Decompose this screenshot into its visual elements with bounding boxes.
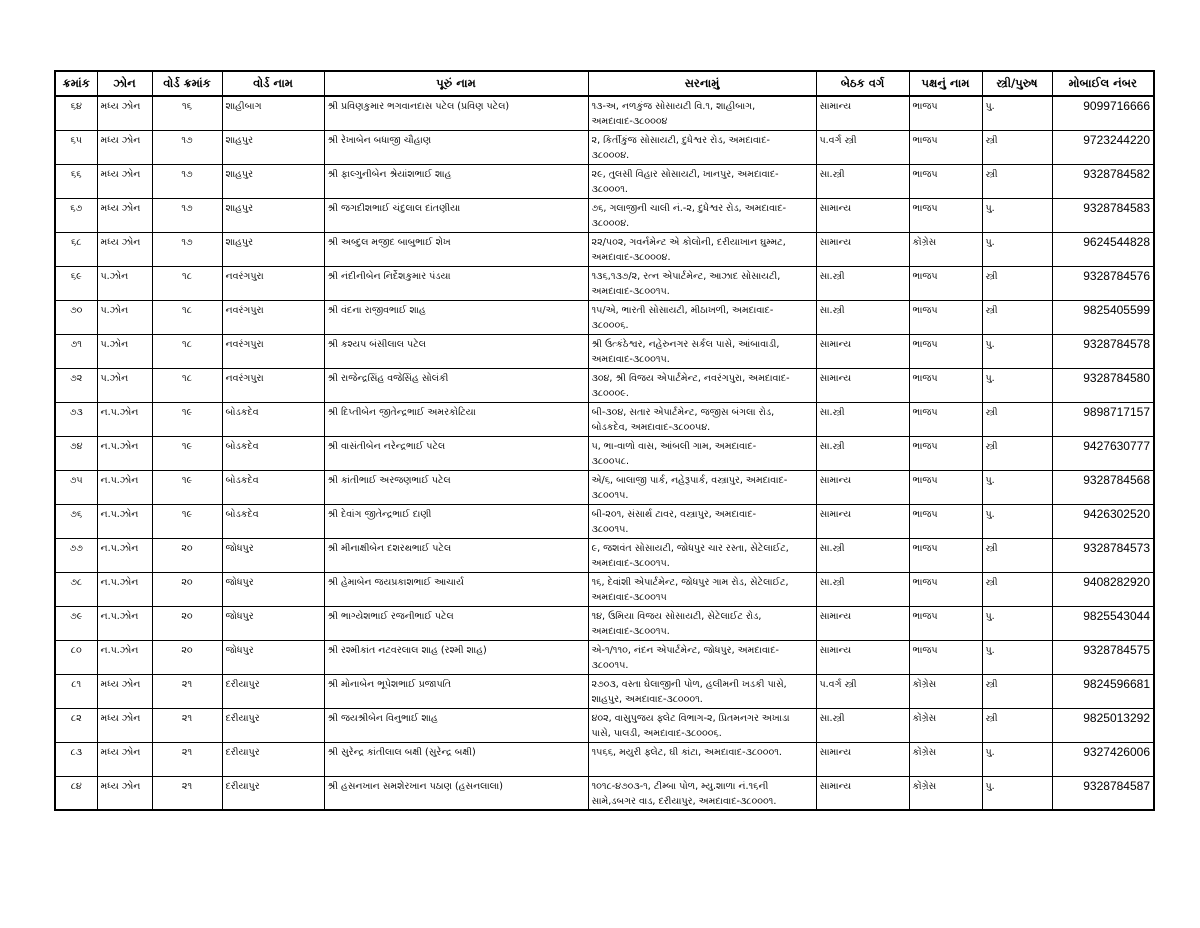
header-full-name: પૂરું નામ [324,71,588,96]
address-line-1: ૩૦૪, શ્રી વિજય એપાર્ટમેન્ટ, નવરંગપુરા, અમદાવાદ- [591,372,790,384]
cell-seat-class: સામાન્ય [816,606,909,640]
table-row [55,572,1154,606]
cell-full-name: શ્રી જગદીશભાઈ ચંદુલાલ દાંતણીયા [324,198,588,232]
cell-serial: ૭૦ [55,300,97,334]
address-line-2: અમદાવાદ-૩૮૦૦૧૫ [591,591,667,603]
table-row [55,402,1154,436]
cell-ward-no: ૨૦ [152,640,222,674]
cell-gender: પુ. [982,96,1052,130]
cell-mobile: 9328784582 [1052,164,1154,198]
table-row [55,96,1154,130]
cell-gender: સ્ત્રી [982,538,1052,572]
cell-party: કોંગ્રેસ [909,674,982,708]
table-header-row [55,71,1154,96]
cell-ward-name: બોડકદેવ [222,504,324,538]
cell-gender: પુ. [982,334,1052,368]
cell-seat-class: પ.વર્ગ સ્ત્રી [816,130,909,164]
address-line-2: ૩૮૦૦૦૪. [591,217,630,229]
cell-zone: મધ્ય ઝોન [97,742,152,776]
cell-gender: પુ. [982,504,1052,538]
cell-address [588,776,816,810]
cell-ward-no: ૧૯ [152,402,222,436]
cell-party: ભાજપ [909,470,982,504]
cell-zone: મધ્ય ઝોન [97,674,152,708]
cell-ward-no: ૨૧ [152,708,222,742]
cell-mobile: 9328784583 [1052,198,1154,232]
cell-ward-name: દરીયાપુર [222,776,324,810]
cell-full-name: શ્રી નંદીનીબેન નિર્દેશકુમાર પંડયા [324,266,588,300]
table-row [55,436,1154,470]
address-line-2: અમદાવાદ-૩૮૦૦૧૫. [591,285,670,297]
cell-seat-class: સામાન્ય [816,640,909,674]
cell-zone: પ.ઝોન [97,300,152,334]
cell-seat-class: સામાન્ય [816,368,909,402]
cell-party: કોંગ્રેસ [909,232,982,266]
cell-serial: ૭૭ [55,538,97,572]
cell-mobile: 9624544828 [1052,232,1154,266]
cell-mobile: 9327426006 [1052,742,1154,776]
address-line-1: ૨૭૦૩, વસ્તા ઘેલાજીની પોળ, હલીમની ખડકી પાસે, [591,678,787,690]
cell-full-name: શ્રી જયશ્રીબેન વિનુભાઈ શાહ [324,708,588,742]
cell-ward-no: ૧૯ [152,470,222,504]
table-row [55,130,1154,164]
address-line-2: અમદાવાદ-૩૮૦૦૦૪. [591,251,671,263]
cell-full-name: શ્રી પ્રવિણકુમાર ભગવાનદાસ પટેલ (પ્રવિણ પટેલ) [324,96,588,130]
cell-party: ભાજપ [909,334,982,368]
cell-party: ભાજપ [909,436,982,470]
cell-mobile: 9825013292 [1052,708,1154,742]
address-line-1: ૧૫૬૬, મયુરી ફ્લેટ, ઘી કાંટા, અમદાવાદ-૩૮૦૦૦૧. [591,746,782,758]
cell-address [588,504,816,538]
cell-gender: સ્ત્રી [982,300,1052,334]
cell-mobile: 9328784576 [1052,266,1154,300]
cell-ward-name: નવરંગપુરા [222,368,324,402]
cell-zone: ન.પ.ઝોન [97,504,152,538]
cell-party: ભાજપ [909,368,982,402]
cell-ward-no: ૧૯ [152,504,222,538]
cell-serial: ૬૮ [55,232,97,266]
cell-party: ભાજપ [909,164,982,198]
cell-party: ભાજપ [909,198,982,232]
table-row [55,198,1154,232]
cell-party: ભાજપ [909,504,982,538]
cell-full-name: શ્રી વંદના રાજીવભાઈ શાહ [324,300,588,334]
cell-mobile: 9328784580 [1052,368,1154,402]
cell-full-name: શ્રી મીનાક્ષીબેન દશરથભાઈ પટેલ [324,538,588,572]
address-line-2: અમદાવાદ-૩૮૦૦૧૫. [591,353,670,365]
cell-serial: ૬૪ [55,96,97,130]
cell-full-name: શ્રી રશ્મીકાંત નટવરલાલ શાહ (રશ્મી શાહ) [324,640,588,674]
cell-zone: ન.પ.ઝોન [97,470,152,504]
cell-full-name: શ્રી રાજેન્દ્રસિંહ વજેસિંહ સોલંકી [324,368,588,402]
table-row [55,674,1154,708]
cell-ward-no: ૨૧ [152,776,222,810]
cell-address [588,130,816,164]
cell-full-name: શ્રી વાસંતીબેન નરેન્દ્રભાઈ પટેલ [324,436,588,470]
cell-ward-name: દરીયાપુર [222,674,324,708]
cell-mobile: 9099716666 [1052,96,1154,130]
cell-zone: પ.ઝોન [97,266,152,300]
cell-zone: મધ્ય ઝોન [97,776,152,810]
cell-seat-class: સા.સ્ત્રી [816,708,909,742]
header-serial: ક્રમાંક [55,71,97,96]
cell-party: ભાજપ [909,402,982,436]
header-ward-name: વોર્ડ નામ [222,71,324,96]
cell-serial: ૭૯ [55,606,97,640]
cell-gender: સ્ત્રી [982,402,1052,436]
address-line-1: બી-૩૦૪, સતાર એપાર્ટમેન્ટ, જજીસ બંગલા રોડ, [591,406,775,418]
cell-address [588,266,816,300]
cell-party: ભાજપ [909,572,982,606]
cell-full-name: શ્રી સુરેન્દ્ર કાંતીલાલ બક્ષી (સુરેન્દ્ર બક્ષી) [324,742,588,776]
address-line-2: ૩૮૦૦૦૪. [591,149,630,161]
cell-serial: ૮૦ [55,640,97,674]
cell-seat-class: સામાન્ય [816,470,909,504]
address-line-1: ૧૩-અ, નળકુંજ સોસાયટી વિ.૧, શાહીબાગ, [591,101,756,112]
table-row [55,164,1154,198]
cell-ward-name: દરીયાપુર [222,742,324,776]
cell-seat-class: સામાન્ય [816,742,909,776]
cell-ward-name: શાહપુર [222,232,324,266]
cell-mobile: 9825543044 [1052,606,1154,640]
councillor-table [54,70,1155,811]
cell-mobile: 9825405599 [1052,300,1154,334]
address-line-1: ૧૪, ઉમિયા વિજય સોસાયટી, સેટેલાઈટ રોડ, [591,610,762,622]
address-line-1: ૧૫/એ, ભારતી સોસાયટી, મીઠાખળી, અમદાવાદ- [591,304,774,316]
address-line-1: ૪૦૨, વાસુપુજય ફ્લેટ વિભાગ-૨, પ્રિતમનગર અખાડા [591,712,790,724]
cell-ward-name: શાહપુર [222,164,324,198]
cell-seat-class: સામાન્ય [816,232,909,266]
cell-ward-no: ૧૬ [152,96,222,130]
cell-seat-class: સા.સ્ત્રી [816,572,909,606]
cell-full-name: શ્રી અબ્દુલ મજીદ બાબુભાઈ શેખ [324,232,588,266]
cell-zone: મધ્ય ઝોન [97,232,152,266]
header-address: સરનામું [588,71,816,96]
cell-party: કોંગ્રેસ [909,742,982,776]
cell-ward-name: શાહપુર [222,198,324,232]
cell-zone: મધ્ય ઝોન [97,130,152,164]
address-line-1: ૯, જશવંત સોસાયટી, જોધપુર ચાર રસ્તા, સેટેલાઈટ, [591,542,789,554]
cell-seat-class: સા.સ્ત્રી [816,538,909,572]
cell-seat-class: પ.વર્ગ સ્ત્રી [816,674,909,708]
cell-full-name: શ્રી દેવાંગ જીતેન્દ્રભાઈ દાણી [324,504,588,538]
cell-seat-class: સામાન્ય [816,198,909,232]
address-line-2: શાહપુર, અમદાવાદ-૩૮૦૦૦૧. [591,693,703,705]
cell-mobile: 9328784578 [1052,334,1154,368]
cell-ward-no: ૨૦ [152,606,222,640]
cell-gender: પુ. [982,606,1052,640]
cell-ward-name: જોધપુર [222,640,324,674]
cell-serial: ૭૫ [55,470,97,504]
cell-full-name: શ્રી ભાગ્યેશભાઈ રજનીભાઈ પટેલ [324,606,588,640]
header-zone: ઝોન [97,71,152,96]
cell-serial: ૭૮ [55,572,97,606]
cell-zone: મધ્ય ઝોન [97,164,152,198]
cell-gender: પુ. [982,742,1052,776]
cell-ward-name: શાહીબાગ [222,96,324,130]
cell-gender: સ્ત્રી [982,164,1052,198]
cell-ward-no: ૨૧ [152,674,222,708]
cell-ward-no: ૨૧ [152,742,222,776]
cell-serial: ૮૨ [55,708,97,742]
cell-gender: સ્ત્રી [982,572,1052,606]
address-line-1: ૧૦૧૮-૪૭૦૩-૧, ટીમ્બા પોળ, મ્યુ.શાળા નં.૧૬ની [591,780,769,792]
header-party: પક્ષનું નામ [909,71,982,96]
cell-address [588,572,816,606]
cell-serial: ૭૩ [55,402,97,436]
cell-seat-class: સામાન્ય [816,776,909,810]
cell-mobile: 9408282920 [1052,572,1154,606]
table-row [55,334,1154,368]
cell-party: ભાજપ [909,130,982,164]
cell-address [588,402,816,436]
cell-seat-class: સા.સ્ત્રી [816,300,909,334]
cell-mobile: 9824596681 [1052,674,1154,708]
table-row [55,232,1154,266]
cell-serial: ૭૨ [55,368,97,402]
address-line-2: ૩૮૦૦૫૮. [591,455,629,467]
cell-mobile: 9328784575 [1052,640,1154,674]
address-line-2: ૩૮૦૦૧૫. [591,523,629,535]
cell-zone: પ.ઝોન [97,368,152,402]
cell-seat-class: સા.સ્ત્રી [816,402,909,436]
councillor-list-sheet [54,70,1153,811]
cell-zone: ન.પ.ઝોન [97,436,152,470]
address-line-2: અમદાવાદ-૩૮૦૦૧૫. [591,557,670,569]
cell-mobile: 9328784573 [1052,538,1154,572]
cell-seat-class: સામાન્ય [816,334,909,368]
cell-ward-name: જોધપુર [222,538,324,572]
cell-gender: પુ. [982,198,1052,232]
cell-ward-no: ૧૮ [152,266,222,300]
address-line-1: ૨૯, તુલસી વિહાર સોસાયટી, ખાનપુર, અમદાવાદ- [591,168,779,180]
cell-party: ભાજપ [909,606,982,640]
cell-gender: પુ. [982,640,1052,674]
cell-mobile: 9427630777 [1052,436,1154,470]
cell-party: કોંગ્રેસ [909,776,982,810]
cell-full-name: શ્રી કાંતીભાઈ અરજણભાઈ પટેલ [324,470,588,504]
table-row [55,470,1154,504]
cell-ward-no: ૧૮ [152,368,222,402]
address-line-1: એ-૧/૧૧૦, નંદન એપાર્ટમેન્ટ, જોધપુર, અમદાવાદ- [591,644,779,656]
address-line-1: ૫, ભા-વાળો વાસ, આંબલી ગામ, અમદાવાદ- [591,440,757,452]
cell-serial: ૭૧ [55,334,97,368]
table-row [55,266,1154,300]
cell-address [588,742,816,776]
cell-ward-no: ૧૮ [152,300,222,334]
cell-address [588,232,816,266]
cell-gender: પુ. [982,232,1052,266]
cell-gender: પુ. [982,470,1052,504]
cell-address [588,334,816,368]
address-line-2: ૩૮૦૦૦૧. [591,183,628,195]
cell-ward-no: ૧૭ [152,164,222,198]
table-row [55,300,1154,334]
cell-serial: ૬૯ [55,266,97,300]
header-mobile: મોબાઈલ નંબર [1052,71,1154,96]
cell-ward-no: ૧૯ [152,436,222,470]
cell-serial: ૮૧ [55,674,97,708]
cell-mobile: 9898717157 [1052,402,1154,436]
cell-address [588,674,816,708]
address-line-1: ૨, કિર્તીકુંજ સોસાયટી, દુધેશ્વર રોડ, અમદાવાદ- [591,134,770,146]
cell-serial: ૮૪ [55,776,97,810]
cell-mobile: 9723244220 [1052,130,1154,164]
cell-serial: ૭૬ [55,504,97,538]
address-line-2: ૩૮૦૦૦૬. [591,319,629,331]
cell-full-name: શ્રી ફાલ્ગુનીબેન શ્રેયાંશભાઈ શાહ [324,164,588,198]
table-row [55,606,1154,640]
cell-full-name: શ્રી હેમાબેન જયપ્રકાશભાઈ આચાર્ય [324,572,588,606]
table-row [55,504,1154,538]
cell-ward-no: ૨૦ [152,538,222,572]
cell-serial: ૭૪ [55,436,97,470]
cell-address [588,708,816,742]
cell-seat-class: સા.સ્ત્રી [816,164,909,198]
cell-serial: ૬૭ [55,198,97,232]
cell-address [588,640,816,674]
cell-zone: ન.પ.ઝોન [97,538,152,572]
cell-ward-name: બોડકદેવ [222,436,324,470]
cell-mobile: 9328784587 [1052,776,1154,810]
cell-address [588,606,816,640]
cell-ward-no: ૧૭ [152,232,222,266]
header-ward-no: વોર્ડ ક્રમાંક [152,71,222,96]
table-row [55,640,1154,674]
cell-address [588,164,816,198]
cell-address [588,368,816,402]
cell-gender: સ્ત્રી [982,708,1052,742]
address-line-2: પાસે, પાલડી, અમદાવાદ-૩૮૦૦૦૬. [591,727,722,739]
cell-party: ભાજપ [909,266,982,300]
header-seat-class: બેઠક વર્ગ [816,71,909,96]
cell-party: ભાજપ [909,96,982,130]
address-line-1: ૧૩૬,૧૩૭/૨, રત્ન એપાર્ટમેન્ટ, આઝાદ સોસાયટી, [591,270,781,282]
cell-full-name: શ્રી મોનાબેન ભૂપેશભાઈ પ્રજાપતિ [324,674,588,708]
cell-zone: પ.ઝોન [97,334,152,368]
cell-ward-no: ૧૭ [152,130,222,164]
cell-gender: પુ. [982,368,1052,402]
address-line-1: બી-૨૦૧, સંસાર્થ ટાવર, વસ્ત્રાપુર, અમદાવાદ- [591,508,757,520]
cell-zone: ન.પ.ઝોન [97,606,152,640]
cell-gender: સ્ત્રી [982,674,1052,708]
cell-seat-class: સા.સ્ત્રી [816,436,909,470]
cell-zone: મધ્ય ઝોન [97,198,152,232]
cell-seat-class: સામાન્ય [816,96,909,130]
table-row [55,368,1154,402]
cell-ward-no: ૧૭ [152,198,222,232]
table-row [55,538,1154,572]
cell-mobile: 9328784568 [1052,470,1154,504]
address-line-2: ૩૮૦૦૧૫. [591,489,629,501]
cell-serial: ૮૩ [55,742,97,776]
cell-party: ભાજપ [909,300,982,334]
cell-zone: ન.પ.ઝોન [97,572,152,606]
cell-gender: સ્ત્રી [982,436,1052,470]
cell-seat-class: સામાન્ય [816,504,909,538]
cell-party: કોંગ્રેસ [909,708,982,742]
cell-mobile: 9426302520 [1052,504,1154,538]
cell-ward-name: નવરંગપુરા [222,300,324,334]
cell-zone: મધ્ય ઝોન [97,708,152,742]
cell-ward-name: બોડકદેવ [222,470,324,504]
cell-ward-name: દરીયાપુર [222,708,324,742]
cell-gender: સ્ત્રી [982,130,1052,164]
address-line-2: સામે,ડબગર વાડ, દરીયાપુર, અમદાવાદ-૩૮૦૦૦૧. [591,795,777,807]
address-line-2: અમદાવાદ-૩૮૦૦૧૫. [591,625,670,637]
cell-zone: મધ્ય ઝોન [97,96,152,130]
cell-address [588,300,816,334]
cell-seat-class: સા.સ્ત્રી [816,266,909,300]
cell-ward-name: બોડકદેવ [222,402,324,436]
cell-ward-no: ૨૦ [152,572,222,606]
cell-full-name: શ્રી રેખાબેન બધાજી ચૌહાણ [324,130,588,164]
cell-address [588,198,816,232]
cell-address [588,436,816,470]
address-line-2: ૩૮૦૦૧૫. [591,659,629,671]
cell-full-name: શ્રી કશ્યપ બંસીલાલ પટેલ [324,334,588,368]
table-row [55,708,1154,742]
address-line-1: ૭૬, ગલાજીની ચાલી નં.-૨, દુધેશ્વર રોડ, અમદાવાદ- [591,202,787,214]
cell-gender: સ્ત્રી [982,266,1052,300]
address-line-1: ૧૬, દેવાંશી એપાર્ટમેન્ટ, જોધપુર ગામ રોડ, સેટેલાઈટ, [591,576,789,588]
cell-serial: ૬૬ [55,164,97,198]
table-row [55,742,1154,776]
cell-party: ભાજપ [909,640,982,674]
cell-zone: ન.પ.ઝોન [97,640,152,674]
cell-party: ભાજપ [909,538,982,572]
cell-ward-name: શાહપુર [222,130,324,164]
cell-ward-no: ૧૮ [152,334,222,368]
header-gender: સ્ત્રી/પુરુષ [982,71,1052,96]
cell-ward-name: જોધપુર [222,606,324,640]
address-line-1: ૨૨/૫૦૨, ગવર્નમેન્ટ એ કોલોની, દરીયાખાન ઘુમ્મટ, [591,236,786,248]
address-line-1: એ/૬, બાલાજી પાર્ક, નહેરૂપાર્ક, વસ્ત્રાપુર, અમદાવાદ- [591,474,788,486]
cell-address [588,96,816,130]
cell-full-name: શ્રી હસનખાન સમશેરખાન પઠાણ (હસનલાલા) [324,776,588,810]
cell-zone: ન.પ.ઝોન [97,402,152,436]
address-line-1: શ્રી ઉત્કંઠેશ્વર, નહેરુનગર સર્કલ પાસે, આંબાવાડી, [591,338,780,350]
cell-gender: પુ. [982,776,1052,810]
address-line-2: ૩૮૦૦૦૯. [591,387,629,399]
cell-serial: ૬૫ [55,130,97,164]
address-line-2: બોડકદેવ, અમદાવાદ-૩૮૦૦૫૪. [591,421,711,433]
cell-ward-name: નવરંગપુરા [222,266,324,300]
table-row [55,776,1154,810]
cell-full-name: શ્રી દિપ્તીબેન જીતેન્દ્રભાઈ અમરકોટિયા [324,402,588,436]
cell-ward-name: જોધપુર [222,572,324,606]
cell-address [588,538,816,572]
cell-ward-name: નવરંગપુરા [222,334,324,368]
address-line-2: અમદાવાદ-૩૮૦૦૦૪ [591,116,668,127]
cell-address [588,470,816,504]
